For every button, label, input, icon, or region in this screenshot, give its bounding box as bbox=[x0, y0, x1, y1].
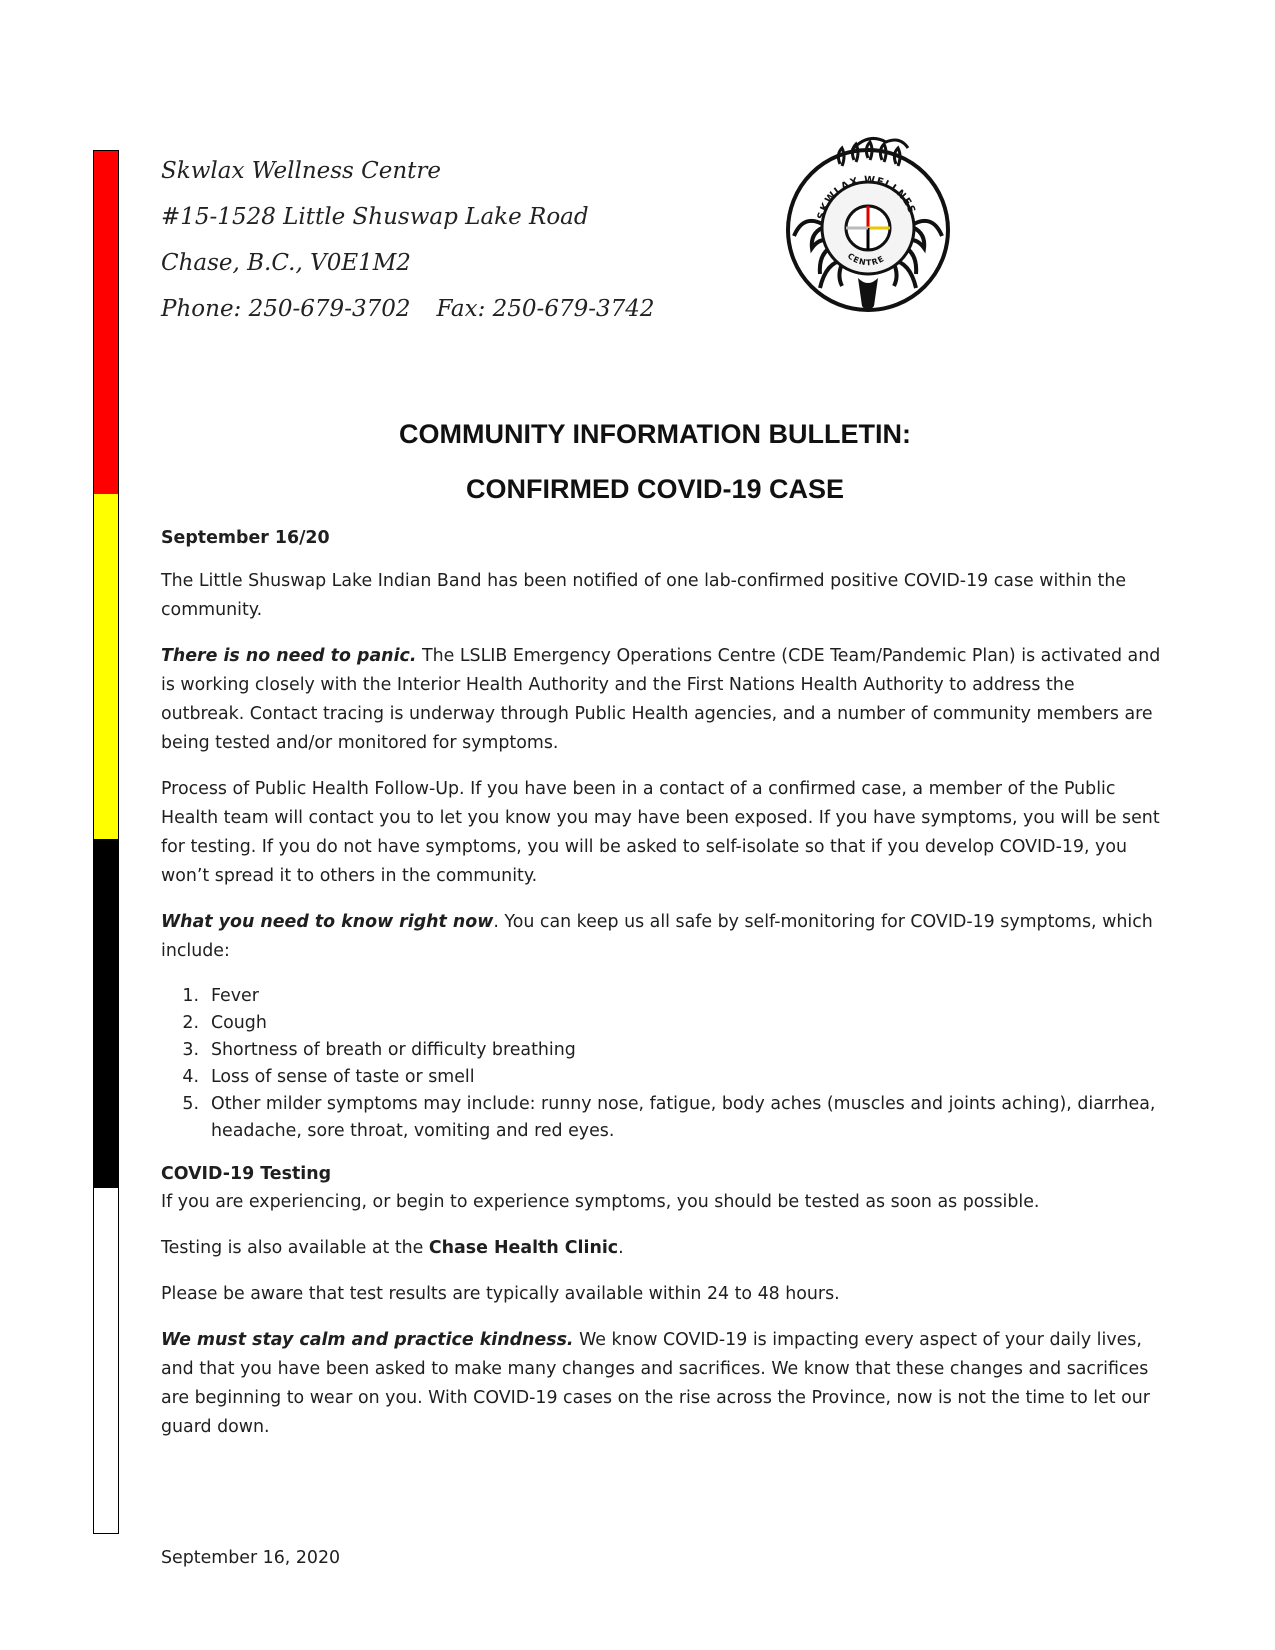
color-bar-black-segment bbox=[94, 839, 118, 1188]
medicine-wheel-color-bar bbox=[93, 150, 119, 1534]
results-timing: Please be aware that test results are typically available within 24 to 48 hours. bbox=[161, 1284, 840, 1304]
closing-text: We know COVID-19 is impacting every aspect of your daily lives, and that you have been asked to make many changes and sacrifices. We know that these changes and sacrifices are beginning to wear on you. With COVID-19 cases on the rise across the Province, now is not the time to let our guard down. bbox=[161, 1330, 1150, 1437]
no-panic-lead: There is no need to panic. bbox=[161, 646, 417, 666]
list-item: 3. Shortness of breath or difficulty breathing bbox=[182, 1040, 576, 1060]
color-bar-red-segment bbox=[94, 151, 118, 494]
testing-text: If you are experiencing, or begin to experience symptoms, you should be tested as soon as possible. bbox=[161, 1192, 1040, 1212]
fax-number: Fax: 250-679-3742 bbox=[436, 296, 655, 322]
skwlax-wellness-centre-logo-icon bbox=[782, 128, 954, 324]
bulletin-date: September 16/20 bbox=[161, 528, 330, 548]
know-now-lead: What you need to know right now bbox=[161, 912, 494, 932]
color-bar-white-segment bbox=[94, 1188, 118, 1533]
contact-numbers bbox=[161, 286, 655, 332]
bulletin-title-line2: CONFIRMED COVID-19 CASE bbox=[465, 474, 845, 504]
list-item: 5. Other milder symptoms may include: runny nose, fatigue, body aches (muscles and joints aching), diarrhea, headache, sore throat, vomiting and red eyes. bbox=[182, 1094, 1156, 1141]
paragraph-know-now bbox=[161, 908, 1161, 966]
phone-number: Phone: 250-679-3702 bbox=[161, 296, 411, 322]
logo-centre-text: CENTRE bbox=[845, 251, 887, 268]
bulletin-body bbox=[161, 524, 1161, 1459]
paragraph-notification: The Little Shuswap Lake Indian Band has been notified of one lab-confirmed positive COVID-19 case within the community. bbox=[161, 571, 1127, 620]
street-address: #15-1528 Little Shuswap Lake Road bbox=[161, 204, 589, 230]
no-panic-text: The LSLIB Emergency Operations Centre (CDE Team/Pandemic Plan) is activated and is working closely with the Interior Health Authority and the First Nations Health Authority to address the outbreak. Contact tracing is underway through Public Health agencies, and a number of community members are being tested and/or monitored for symptoms. bbox=[161, 646, 1161, 753]
list-item: 2. Cough bbox=[182, 1013, 267, 1033]
paragraph-closing bbox=[161, 1326, 1161, 1442]
testing-also-available: Testing is also available at the Chase Health Clinic. bbox=[161, 1238, 624, 1258]
color-bar-yellow-segment bbox=[94, 494, 118, 839]
city-postal: Chase, B.C., V0E1M2 bbox=[161, 250, 411, 276]
chase-health-clinic: Chase Health Clinic bbox=[428, 1238, 619, 1258]
footer-date: September 16, 2020 bbox=[161, 1548, 341, 1568]
list-item: 1. Fever bbox=[182, 986, 259, 1006]
testing-heading: COVID-19 Testing bbox=[161, 1164, 332, 1184]
know-now-text: . You can keep us all safe by self-monitoring for COVID-19 symptoms, which include: bbox=[161, 912, 1153, 961]
paragraph-no-panic bbox=[161, 642, 1161, 758]
list-item: 4. Loss of sense of taste or smell bbox=[182, 1067, 475, 1087]
letterhead-address bbox=[161, 148, 655, 332]
paragraph-follow-up: Process of Public Health Follow-Up. If you have been in a contact of a confirmed case, a member of the Public Health team will contact you to let you know you may have been exposed. If you have symptoms, you will be sent for testing. If you do not have symptoms, you will be asked to self-isolate so that if you develop COVID-19, you won’t spread it to others in the community. bbox=[161, 779, 1160, 886]
bulletin-title-line1: COMMUNITY INFORMATION BULLETIN: bbox=[399, 419, 911, 449]
closing-lead: We must stay calm and practice kindness. bbox=[161, 1330, 574, 1350]
logo-arc-text: SKWLAX WELLNES bbox=[816, 174, 918, 221]
org-name: Skwlax Wellness Centre bbox=[161, 158, 442, 184]
symptom-list bbox=[161, 983, 1161, 1145]
